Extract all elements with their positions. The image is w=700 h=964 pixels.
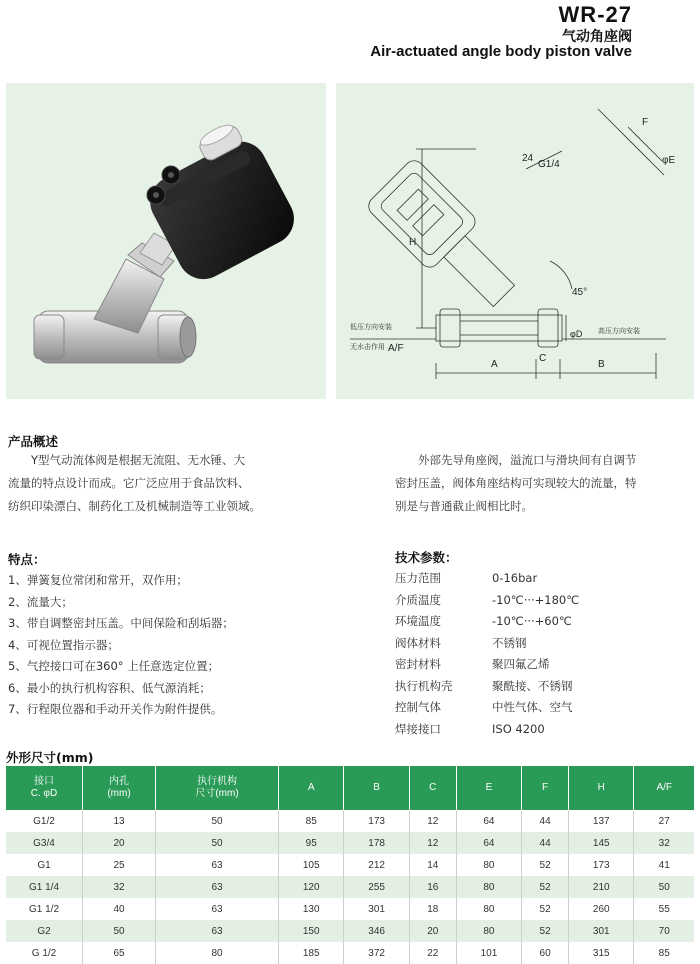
spec-row xyxy=(395,676,579,698)
spec-key: 阀体材料 xyxy=(395,635,441,650)
spec-key: 执行机构壳 xyxy=(395,678,453,693)
dim-label-phid: φD xyxy=(570,329,583,339)
table-row xyxy=(6,898,694,920)
dim-label-a: A xyxy=(491,359,498,370)
spec-row xyxy=(395,654,579,676)
spec-row xyxy=(395,719,579,741)
specs-title: 技术参数： xyxy=(395,550,458,565)
table-cell: 50 xyxy=(156,810,279,832)
table-cell: 60 xyxy=(522,942,569,964)
spec-value: -10℃···+60℃ xyxy=(492,614,572,628)
spec-key: 环境温度 xyxy=(395,614,441,628)
table-cell: G1 1/2 xyxy=(28,903,60,915)
spec-value: 不锈钢 xyxy=(492,635,527,650)
table-cell: 80 xyxy=(456,920,521,942)
table-cell: 52 xyxy=(522,898,569,920)
table-cell: 372 xyxy=(344,942,409,964)
dim-label-f: F xyxy=(642,117,649,128)
table-cell: 105 xyxy=(279,854,344,876)
spec-key: 控制气体 xyxy=(395,700,441,714)
feature-item: 4、可视位置指示器； xyxy=(8,637,119,652)
table-cell: G 1/2 xyxy=(31,947,57,959)
col-header-af: A/F xyxy=(634,766,694,810)
features-title: 特点： xyxy=(8,552,46,567)
table-cell: 14 xyxy=(409,854,456,876)
spec-value: 聚四氟乙烯 xyxy=(492,657,550,671)
table-cell: 145 xyxy=(569,832,634,854)
table-cell: 150 xyxy=(279,920,344,942)
valve-photo-illustration xyxy=(6,83,326,399)
table-cell: G1 1/4 xyxy=(6,876,83,898)
table-cell: 44 xyxy=(522,832,569,854)
table-cell: 20 xyxy=(83,832,156,854)
table-cell: 27 xyxy=(634,810,694,832)
feature-item: 6、最小的执行机构容积、低气源消耗； xyxy=(8,680,211,695)
table-cell: 64 xyxy=(456,832,521,854)
table-cell: 63 xyxy=(156,876,279,898)
overview-left-line: Y型气动流体阀是根据无流阻、无水锤、大 xyxy=(31,453,246,467)
overview-right-line: 密封压盖，阀体角座结构可实现较大的流量，特 xyxy=(395,476,637,490)
spec-row xyxy=(395,568,579,590)
table-cell: 65 xyxy=(83,942,156,964)
table-cell: 63 xyxy=(156,898,279,920)
table-cell: 12 xyxy=(409,832,456,854)
table-cell: 52 xyxy=(522,920,569,942)
dim-label-c: C xyxy=(539,353,547,364)
table-cell: 52 xyxy=(522,854,569,876)
spec-key: 压力范围 xyxy=(395,571,441,585)
table-cell: G3/4 xyxy=(6,832,83,854)
col-header-h: H xyxy=(569,766,634,810)
dim-label-h: H xyxy=(409,237,417,248)
table-row xyxy=(6,832,694,854)
feature-item: 7、行程限位器和手动开关作为附件提供。 xyxy=(8,702,223,716)
table-cell: 173 xyxy=(569,854,634,876)
spec-row xyxy=(395,697,579,719)
table-cell: 44 xyxy=(522,810,569,832)
overview-right-line: 别是与普通截止阀相比时。 xyxy=(395,499,533,513)
spec-value: ISO 4200 xyxy=(492,721,545,736)
table-cell: 80 xyxy=(456,898,521,920)
dim-label-24: 24 xyxy=(522,153,534,164)
table-cell: 50 xyxy=(634,876,694,898)
table-cell: 32 xyxy=(634,832,694,854)
product-code: WR-27 xyxy=(558,2,632,27)
spec-row xyxy=(395,590,579,612)
feature-item: 5、气控接口可在360° 上任意选定位置； xyxy=(8,659,220,673)
overview-left-line: 纺织印染漂白、制药化工及机械制造等工业领域。 xyxy=(8,499,261,513)
table-cell: 40 xyxy=(83,898,156,920)
table-cell: 346 xyxy=(344,920,409,942)
table-cell: 20 xyxy=(409,920,456,942)
table-cell: 13 xyxy=(83,810,156,832)
table-cell: 64 xyxy=(456,810,521,832)
table-row xyxy=(6,876,694,898)
table-cell: 301 xyxy=(569,920,634,942)
spec-row xyxy=(395,633,579,655)
table-cell: 260 xyxy=(569,898,634,920)
spec-value: 0-16bar xyxy=(492,571,538,585)
dim-label-b: B xyxy=(598,359,605,370)
table-cell: G2 xyxy=(6,920,83,942)
table-cell: 32 xyxy=(83,876,156,898)
table-cell: 25 xyxy=(83,854,156,876)
table-cell: 52 xyxy=(522,876,569,898)
table-cell: 120 xyxy=(279,876,344,898)
table-cell: 130 xyxy=(279,898,344,920)
col-header-c: C xyxy=(409,766,456,810)
col-header-actuator: 执行机构 尺寸(mm) xyxy=(156,766,279,810)
table-row xyxy=(6,942,694,964)
product-title-cn: 气动角座阀 xyxy=(562,29,632,45)
product-photo xyxy=(6,83,326,399)
table-cell: 50 xyxy=(156,832,279,854)
table-cell: 212 xyxy=(344,854,409,876)
dim-label-angle: 45° xyxy=(572,287,588,298)
table-cell: 255 xyxy=(344,876,409,898)
table-cell: 101 xyxy=(456,942,521,964)
col-header-b: B xyxy=(344,766,409,810)
feature-item: 2、流量大； xyxy=(8,594,73,609)
table-cell: G1 xyxy=(37,859,51,871)
dimensions-title: 外形尺寸(mm) xyxy=(6,750,94,765)
table-cell: 85 xyxy=(634,942,694,964)
valve-dimension-drawing xyxy=(336,83,694,399)
specs-table xyxy=(395,568,579,740)
table-cell: 55 xyxy=(634,898,694,920)
table-cell: 80 xyxy=(456,854,521,876)
col-header-port: 接口 C. φD xyxy=(6,766,83,810)
dim-label-af: A/F xyxy=(388,343,404,354)
note-high-pressure: 高压方向安装 xyxy=(598,327,640,335)
table-cell: G1/2 xyxy=(33,815,55,827)
table-cell: 80 xyxy=(456,876,521,898)
table-row xyxy=(6,854,694,876)
table-cell: 137 xyxy=(569,810,634,832)
product-title-en: Air-actuated angle body piston valve xyxy=(370,43,632,60)
table-cell: 63 xyxy=(156,854,279,876)
table-cell: 315 xyxy=(569,942,634,964)
note-low-pressure: 低压方向安装 xyxy=(350,323,392,331)
col-header-f: F xyxy=(522,766,569,810)
overview-title: 产品概述 xyxy=(8,434,59,449)
col-header-a: A xyxy=(279,766,344,810)
table-cell: 22 xyxy=(409,942,456,964)
table-cell: 18 xyxy=(409,898,456,920)
table-cell: 70 xyxy=(634,920,694,942)
table-cell: 16 xyxy=(409,876,456,898)
table-cell: 41 xyxy=(634,854,694,876)
table-cell: 95 xyxy=(279,832,344,854)
table-cell: 63 xyxy=(156,920,279,942)
overview-right-line: 外部先导角座阀，溢流口与滑块间有自调节 xyxy=(418,453,637,467)
feature-item: 3、带自调整密封压盖。中间保险和刮垢器； xyxy=(8,616,234,630)
dim-label-g14: G1/4 xyxy=(538,159,560,170)
spec-row xyxy=(395,611,579,633)
col-header-bore: 内孔 (mm) xyxy=(83,766,156,810)
table-row xyxy=(6,920,694,942)
table-cell: 50 xyxy=(83,920,156,942)
overview-left-line: 流量的特点设计而成。它广泛应用于食品饮料、 xyxy=(8,476,250,490)
overview-right xyxy=(395,449,695,518)
spec-value: -10℃···+180℃ xyxy=(492,592,580,607)
spec-value: 聚酰接、不锈钢 xyxy=(492,678,573,693)
table-cell: 178 xyxy=(344,832,409,854)
table-cell: 185 xyxy=(279,942,344,964)
overview-left xyxy=(8,449,338,518)
table-cell: 80 xyxy=(156,942,279,964)
table-row xyxy=(6,810,694,832)
table-header-row xyxy=(6,766,694,810)
features-list xyxy=(8,570,234,721)
spec-value: 中性气体、空气 xyxy=(492,700,573,714)
spec-key: 焊接接口 xyxy=(395,721,441,736)
dim-label-phie: φE xyxy=(662,155,676,166)
note-no-hammer: 无水击作用 xyxy=(350,343,385,351)
table-cell: 210 xyxy=(569,876,634,898)
table-cell: 173 xyxy=(344,810,409,832)
feature-item: 1、弹簧复位常闭和常开，双作用； xyxy=(8,573,188,587)
col-header-e: E xyxy=(456,766,521,810)
table-cell: 12 xyxy=(409,810,456,832)
technical-drawing xyxy=(336,83,694,399)
table-cell: 301 xyxy=(344,898,409,920)
spec-key: 密封材料 xyxy=(395,657,441,671)
dimensions-table xyxy=(6,766,694,964)
spec-key: 介质温度 xyxy=(395,592,441,607)
table-cell: 85 xyxy=(279,810,344,832)
